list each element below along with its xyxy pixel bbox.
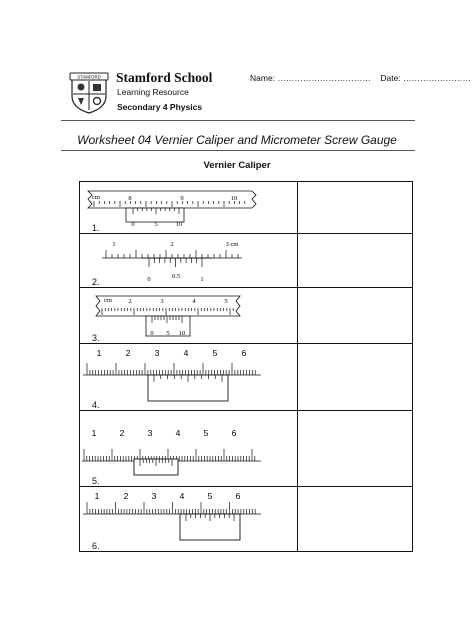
row-number: 1. — [92, 223, 100, 233]
header-divider — [61, 120, 415, 121]
section-title: Vernier Caliper — [203, 160, 271, 171]
main-scale-label: 3 — [147, 428, 153, 438]
vernier-scale-label: 0 — [131, 221, 135, 228]
main-scale-label: 3 — [151, 491, 157, 501]
main-scale-label: 5 — [203, 428, 209, 438]
main-scale-label: 2 — [125, 348, 131, 358]
main-scale-label: 1 — [94, 491, 100, 501]
main-scale-label: 4 — [192, 298, 196, 305]
vernier-scale-label: 10 — [178, 330, 186, 337]
main-scale-label: 4 — [175, 428, 181, 438]
main-scale-label: 4 — [183, 348, 189, 358]
main-scale-label: 3 — [154, 348, 160, 358]
table-row-divider — [79, 410, 413, 411]
table-row-divider — [79, 343, 413, 344]
main-scale-label: 6 — [241, 348, 247, 358]
school-crest-icon — [68, 70, 110, 114]
main-scale-label: 5 — [207, 491, 213, 501]
vernier-scale-label: 10 — [175, 221, 183, 228]
vernier-scale-5 — [82, 421, 294, 485]
learning-resource: Learning Resource — [117, 87, 189, 97]
table-column-divider — [297, 181, 298, 552]
vernier-slider — [126, 208, 184, 222]
vernier-scale-label: 1 — [200, 276, 204, 283]
answer-cell-6[interactable] — [299, 488, 411, 550]
school-name: Stamford School — [116, 70, 213, 85]
main-scale-label: 1 — [112, 241, 116, 248]
answer-cell-3[interactable] — [299, 289, 411, 342]
row-number: 4. — [92, 400, 100, 410]
title-divider — [61, 150, 415, 151]
main-scale-label: 2 — [128, 298, 132, 305]
table-row-divider — [79, 233, 413, 234]
table-row-divider — [79, 287, 413, 288]
answer-cell-4[interactable] — [299, 345, 411, 409]
main-scale-bar — [96, 296, 240, 316]
row-number: 6. — [92, 541, 100, 551]
answer-cell-1[interactable] — [299, 183, 411, 232]
main-scale-label: 2 — [170, 241, 174, 248]
row-number: 3. — [92, 333, 100, 343]
main-scale-label: 4 — [179, 491, 185, 501]
vernier-scale-1 — [82, 186, 294, 232]
vernier-scale-6 — [82, 488, 294, 550]
vernier-scale-label: 0.5 — [171, 273, 181, 280]
course-level: Secondary 4 Physics — [117, 102, 203, 112]
main-scale-label: 1 — [96, 348, 102, 358]
vernier-scale-label: 5 — [166, 330, 170, 337]
row-number: 2. — [92, 277, 100, 287]
main-scale-label: 10 — [230, 195, 238, 202]
main-scale-label: 5 — [224, 298, 228, 305]
main-scale-label: 5 — [212, 348, 218, 358]
main-scale-label: 2 — [119, 428, 125, 438]
vernier-scale-2 — [82, 236, 294, 286]
unit-label: cm — [104, 297, 112, 304]
name-field[interactable]: Name: …………………………… — [250, 73, 371, 83]
vernier-scale-label: 0 — [147, 276, 151, 283]
main-scale-label: 1 — [91, 428, 97, 438]
unit-label: 3 cm — [225, 241, 239, 248]
answer-cell-5[interactable] — [299, 412, 411, 485]
row-number: 5. — [92, 476, 100, 486]
vernier-scale-label: 0 — [150, 330, 154, 337]
table-row-divider — [79, 486, 413, 487]
vernier-scale-4 — [82, 345, 294, 409]
main-scale-label: 6 — [231, 428, 237, 438]
main-scale-label: 9 — [180, 195, 184, 202]
answer-cell-2[interactable] — [299, 235, 411, 286]
name-date-fields — [250, 73, 471, 83]
main-scale-label: 2 — [123, 491, 129, 501]
unit-label: cm — [92, 194, 100, 201]
main-scale-label: 6 — [235, 491, 241, 501]
crest-text: STAMFORD — [77, 74, 101, 80]
date-field[interactable]: Date: …………………… — [380, 73, 472, 83]
main-scale-label: 3 — [160, 298, 164, 305]
vernier-scale-3 — [82, 290, 294, 342]
vernier-scale-label: 5 — [154, 221, 158, 228]
worksheet-title: Worksheet 04 Vernier Caliper and Micrometer Screw Gauge — [77, 133, 397, 147]
main-scale-label: 8 — [128, 195, 132, 202]
